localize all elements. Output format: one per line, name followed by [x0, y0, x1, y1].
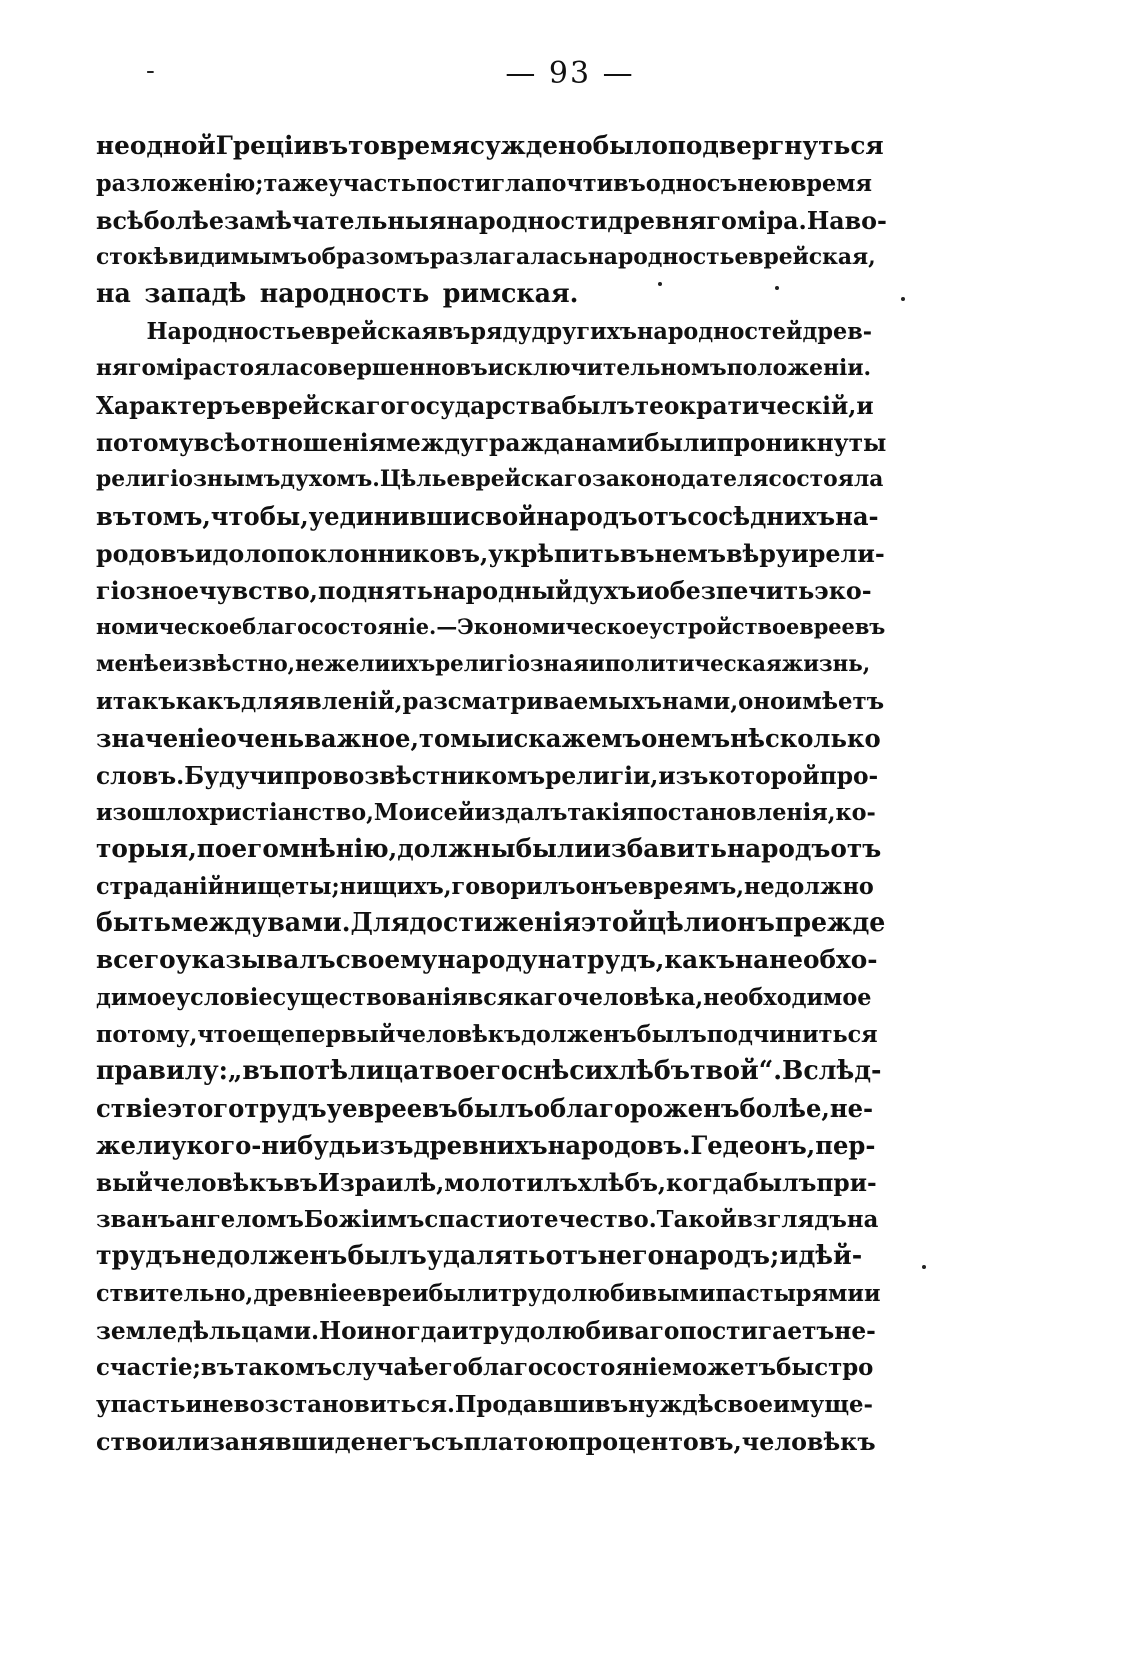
text-line: всего указывалъ своему народу на трудъ, какъ на необхо-	[96, 945, 878, 975]
page-number: — 93 —	[505, 56, 635, 91]
text-line: на западѣ народность римская.	[96, 279, 579, 309]
text-line: счастіе; въ такомъ случаѣ его благосостояніе можетъ быстро	[96, 1353, 874, 1381]
text-line: упасть и не возстановиться. Продавши въ нуждѣ свое имуще-	[96, 1390, 873, 1418]
paragraph	[96, 128, 886, 313]
text-line: Народность еврейская въ ряду другихъ народностей древ-	[146, 318, 872, 345]
text-line: быть между вами. Для достиженія этой цѣли онъ прежде	[96, 908, 886, 938]
body-text	[96, 128, 886, 1460]
text-line: всѣ болѣе замѣчательныя народности древняго міра. На во-	[96, 206, 887, 235]
text-line: менѣе извѣстно, нежели ихъ религіозная и политическая жизнь,	[96, 651, 871, 677]
text-line: значеніе очень важное, то мы и скажемъ о немъ нѣсколько	[96, 724, 881, 753]
text-line: жели у кого-нибудь изъ древнихъ народовъ. Гедеонъ, пер-	[96, 1131, 876, 1160]
stray-dash-mark: -	[146, 56, 155, 86]
text-line: вый человѣкъ въ Израилѣ, молотилъ хлѣбъ, когда былъ при-	[96, 1168, 877, 1197]
text-line: няго міра стояла совершенно въ исключительномъ положеніи.	[96, 355, 872, 381]
text-line: потому всѣ отношенія между гражданами были проникнуты	[96, 428, 887, 457]
text-line: не одной Греціи въ то время суждено было подвергнуться	[96, 131, 884, 161]
text-line: ствіе этого трудъ у евреевъ былъ облагороженъ болѣе, не-	[96, 1094, 874, 1123]
text-line: Характеръ еврейскаго государства былъ теократическій, и	[96, 391, 874, 420]
text-line: разложенію; та же участь постигла почти въ одно съ нею время	[96, 170, 872, 197]
text-line: и такъ какъ для явленій, разсматриваемыхъ нами, оно имѣетъ	[96, 687, 885, 715]
text-line: званъ ангеломъ Божіимъ спасти отечество. Такой взглядъ на	[96, 1205, 879, 1233]
text-line: страданій нищеты; нищихъ, говорилъ онъ евреямъ, не должно	[96, 873, 874, 900]
text-line: въ томъ, чтобы, уединивши свой народъ отъ сосѣднихъ на-	[96, 502, 879, 531]
speck-mark	[901, 297, 905, 301]
text-line: религіознымъ духомъ. Цѣль еврейскаго законодателя состояла	[96, 466, 884, 492]
text-line: ство или занявши денегъ съ платою процентовъ, человѣкъ	[96, 1427, 876, 1456]
text-line: родовъ идолопоклонниковъ, укрѣпить въ немъ вѣру и рели-	[96, 539, 885, 568]
text-line: изошло христіанство, Моисей издалъ такія постановленія, ко-	[96, 799, 876, 826]
text-line: номическое благосостояніе.—Экономическое устройство евреевъ	[96, 615, 886, 640]
text-line: торыя, по его мнѣнію, должны были избавить народъ отъ	[96, 834, 882, 864]
paragraph	[96, 313, 886, 1460]
text-line: гіозное чувство, поднять народный духъ и обезпечить эко-	[96, 576, 872, 605]
text-line: словъ. Будучи провозвѣстникомъ религіи, изъ которой про-	[96, 761, 879, 790]
text-line: потому, что еще первый человѣкъ долженъ былъ подчиниться	[96, 1021, 878, 1048]
speck-mark	[922, 1265, 926, 1269]
text-line: трудъ не долженъ былъ удалять отъ него народъ; и дѣй-	[96, 1241, 863, 1271]
text-line: димое условіе существованія всякаго человѣка, необходимое	[96, 984, 872, 1011]
text-line: ствительно, древніе евреи были трудолюбивыми пастырями и	[96, 1280, 881, 1307]
text-line: стокѣ видимымъ образомъ разлагалась народность еврейская,	[96, 244, 876, 270]
text-line: земледѣльцами. Но иногда и трудолюбиваго постигаетъ не-	[96, 1316, 876, 1345]
text-line: правилу: „въ потѣ лица твоего снѣси хлѣбъ твой“. Вслѣд-	[96, 1056, 882, 1086]
